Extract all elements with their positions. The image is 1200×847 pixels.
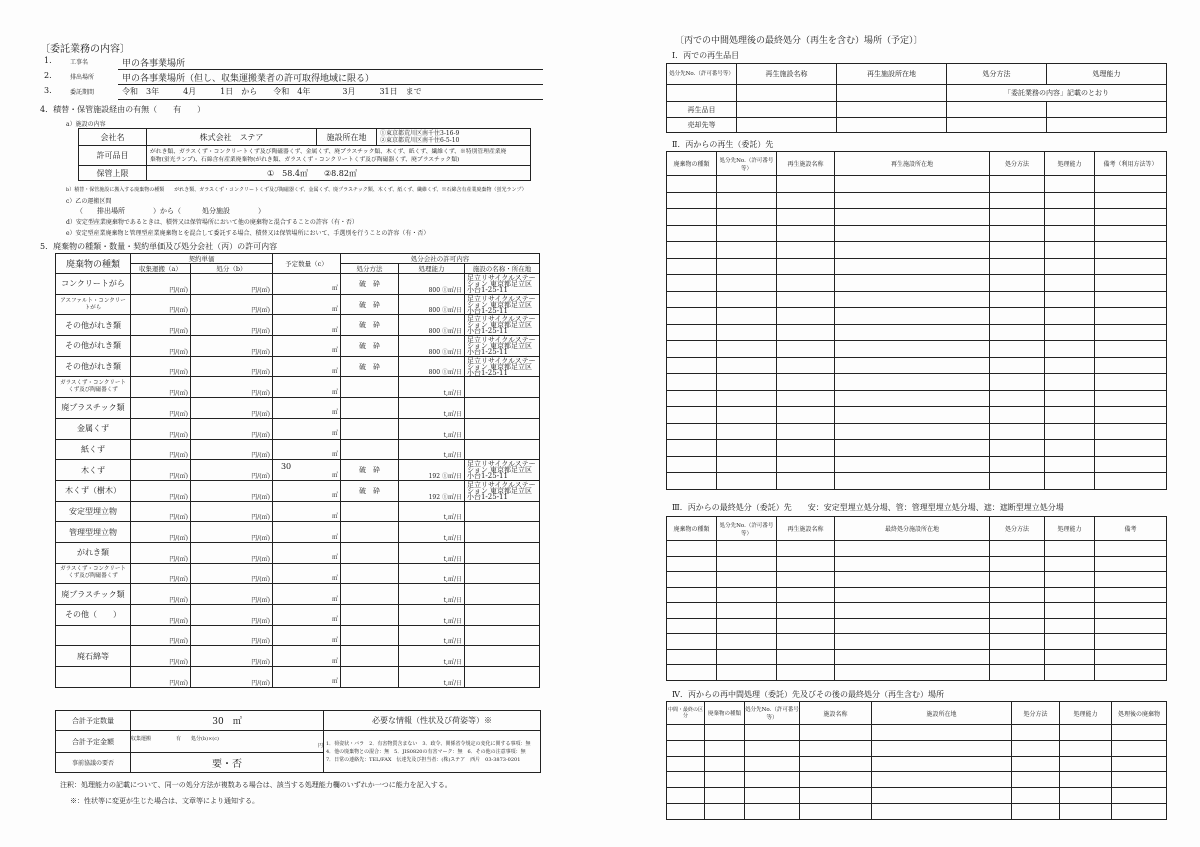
cap-cell: t,㎥/日 xyxy=(398,667,464,688)
col-permit: 処分会社の許可内容 xyxy=(340,254,539,264)
item4d: d）安定型産業廃棄物であるときは、積替又は保管場所において他の廃棄物と混合することの許容（有・否） xyxy=(66,219,358,226)
item4c-route: （ 排出場所 ）から（ 処分施設 ） xyxy=(76,207,265,215)
row-num: 3. xyxy=(44,86,52,95)
facility-cell: 足立リサイクルステーション 東京都足立区小台1-25-11 xyxy=(464,274,539,295)
row-underline xyxy=(118,84,543,85)
facility-cell xyxy=(464,439,539,460)
waste-row xyxy=(56,480,540,501)
name-cell: 安定型埋立物 xyxy=(56,501,131,522)
row-value: 甲の各事業場所（但し、収集運搬業者の許可取得地域に限る） xyxy=(122,74,375,84)
waste-row xyxy=(56,294,540,315)
s4-h1: 廃棄物の種類 xyxy=(705,702,745,725)
empty-row xyxy=(667,291,1167,308)
yen1-cell: 円/(㎥) xyxy=(131,460,191,481)
name-cell: 廃石綿等 xyxy=(56,646,131,667)
col-facility: 施設の名称・所在地 xyxy=(464,264,539,274)
s4-h6: 処理能力 xyxy=(1060,702,1112,725)
empty-row xyxy=(667,423,1167,440)
facility-table xyxy=(78,128,531,181)
yen1-cell: 円/(㎥) xyxy=(131,522,191,543)
method-cell xyxy=(340,398,398,419)
name-cell: 廃プラスチック類 xyxy=(56,584,131,605)
method-cell xyxy=(340,542,398,563)
s2-table xyxy=(666,151,1167,490)
yen1-cell: 円/(㎥) xyxy=(131,418,191,439)
s3-table xyxy=(666,516,1167,681)
qty-cell: ㎥ xyxy=(272,625,340,646)
row-label: 排出場所 xyxy=(70,74,95,81)
method-cell xyxy=(340,646,398,667)
qty-cell: ㎥ xyxy=(272,522,340,543)
waste-row xyxy=(56,542,540,563)
name-cell: 木くず（樹木） xyxy=(56,480,131,501)
yen1-cell: 円/(㎥) xyxy=(131,356,191,377)
waste-row xyxy=(56,584,540,605)
empty-row xyxy=(667,275,1167,292)
method-cell xyxy=(340,377,398,398)
yen2-cell: 円/(㎥) xyxy=(191,356,273,377)
permit-label: 許可品目 xyxy=(79,146,147,166)
footnote-1: 注釈：処理能力の記載について、同一の処分方法が複数ある場合は、該当する処理能力欄のいずれか一つに能力を記入する。 xyxy=(60,781,452,789)
yen2-cell: 円/(㎥) xyxy=(191,439,273,460)
prior-label: 事前協議の要否 xyxy=(56,753,131,773)
facility-cell xyxy=(464,667,539,688)
facility-cell: 足立リサイクルステーション 東京都足立区小台1-25-11 xyxy=(464,294,539,315)
right-page xyxy=(600,0,1200,847)
storage-label: 保管上限 xyxy=(79,166,147,181)
empty-row xyxy=(667,242,1167,259)
yen1-cell: 円/(㎥) xyxy=(131,563,191,584)
empty-row xyxy=(667,473,1167,490)
waste-row xyxy=(56,605,540,626)
name-cell: 廃プラスチック類 xyxy=(56,398,131,419)
col-unit-price: 契約単価 xyxy=(131,254,273,264)
empty-row xyxy=(667,225,1167,242)
s3-title: Ⅲ．丙からの最終処分（委託）先 安：安定型埋立処分場、管：管理型埋立処分場、遮：遮断型埋立処分場 xyxy=(672,503,1064,512)
total-amount-label: 合計予定金額 xyxy=(56,731,131,753)
cap-cell: t,㎥/日 xyxy=(398,398,464,419)
s3-h2: 再生施設名称 xyxy=(777,517,835,541)
empty-row xyxy=(667,308,1167,325)
s4-table xyxy=(666,701,1167,820)
s1-h0: 処分先No.（許可番号等） xyxy=(667,64,737,85)
yen1-cell: 円/(㎥) xyxy=(131,667,191,688)
empty-row xyxy=(667,618,1167,634)
cap-cell: t,㎥/日 xyxy=(398,418,464,439)
s4-title: Ⅳ．丙からの再中間処理（委託）先及びその後の最終処分（再生含む）場所 xyxy=(672,690,944,699)
facility-cell xyxy=(464,377,539,398)
yen2-cell: 円/(㎥) xyxy=(191,522,273,543)
name-cell: コンクリートがら xyxy=(56,274,131,295)
waste-row xyxy=(56,522,540,543)
qty-cell: ㎥ xyxy=(272,646,340,667)
method-cell: 破 砕 xyxy=(340,274,398,295)
qty-cell: ㎥ xyxy=(272,584,340,605)
yen2-cell: 円/(㎥) xyxy=(191,418,273,439)
yen1-cell: 円/(㎥) xyxy=(131,542,191,563)
name-cell: 木くず xyxy=(56,460,131,481)
needed-info: 必要な情報（性状及び荷姿等）※ xyxy=(324,711,541,731)
s4-h7: 処理後の廃棄物 xyxy=(1112,702,1167,725)
s1-row-label-0: 再生品目 xyxy=(667,102,737,118)
qty-cell: ㎥ xyxy=(272,294,340,315)
right-title: 〔丙での中間処理後の最終処分（再生を含む）場所（予定）〕 xyxy=(675,36,923,46)
method-cell xyxy=(340,563,398,584)
qty-cell: ㎥ xyxy=(272,542,340,563)
yen1-cell: 円/(㎥) xyxy=(131,439,191,460)
name-cell xyxy=(56,625,131,646)
name-cell: その他（ ） xyxy=(56,605,131,626)
empty-row xyxy=(667,740,1167,756)
empty-row xyxy=(667,649,1167,665)
yen2-cell: 円/(㎥) xyxy=(191,294,273,315)
facility-cell xyxy=(464,522,539,543)
storage-value: ① 58.4㎥ ②8.82㎥ xyxy=(147,166,531,181)
empty-row xyxy=(667,756,1167,772)
item4-title: 4．積替・保管施設経由の有無（ 有 ） xyxy=(40,105,206,114)
yen2-cell: 円/(㎥) xyxy=(191,501,273,522)
name-cell: ガラスくず・コンクリートくず及び陶磁器くず xyxy=(56,377,131,398)
cap-cell: 800 ①㎥/日 xyxy=(398,336,464,357)
name-cell xyxy=(56,667,131,688)
yen1-cell: 円/(㎥) xyxy=(131,315,191,336)
yen1-cell: 円/(㎥) xyxy=(131,336,191,357)
qty-cell: ㎥ xyxy=(272,605,340,626)
method-cell xyxy=(340,625,398,646)
facility-cell: 足立リサイクルステーション 東京都足立区小台1-25-11 xyxy=(464,356,539,377)
yen2-cell: 円/(㎥) xyxy=(191,667,273,688)
s2-h1: 処分先No.（許可番号等） xyxy=(717,152,777,176)
waste-row xyxy=(56,625,540,646)
total-qty-label: 合計予定数量 xyxy=(56,711,131,731)
s4-h3: 施設名称 xyxy=(800,702,872,725)
yen1-cell: 円/(㎥) xyxy=(131,646,191,667)
empty-row xyxy=(667,374,1167,391)
qty-cell: ㎥ xyxy=(272,377,340,398)
facility-cell xyxy=(464,605,539,626)
s1-table xyxy=(666,63,1167,133)
empty-row xyxy=(667,209,1167,226)
s4-h0: 中間・最終の区分 xyxy=(667,702,705,725)
row-value: 甲の各事業場所 xyxy=(122,59,186,69)
cap-cell: 192 ①㎥/日 xyxy=(398,460,464,481)
yen2-cell: 円/(㎥) xyxy=(191,377,273,398)
yen1-cell: 円/(㎥) xyxy=(131,501,191,522)
cap-cell: t,㎥/日 xyxy=(398,605,464,626)
qty-cell: 30 ㎥ xyxy=(272,460,340,481)
s1-h3: 処分方法 xyxy=(947,64,1047,85)
yen2-cell: 円/(㎥) xyxy=(191,646,273,667)
waste-row xyxy=(56,315,540,336)
name-cell: その他がれき類 xyxy=(56,315,131,336)
empty-row xyxy=(667,456,1167,473)
empty-row xyxy=(667,772,1167,788)
yen2-cell: 円/(㎥) xyxy=(191,315,273,336)
empty-row xyxy=(667,324,1167,341)
cap-cell: t,㎥/日 xyxy=(398,501,464,522)
cap-cell: t,㎥/日 xyxy=(398,542,464,563)
total-amount-cell: 収集運搬 有 処分(b)×(c) 円 xyxy=(131,731,324,753)
col-waste-type: 廃棄物の種類 xyxy=(56,254,131,274)
s1-h4: 処理能力 xyxy=(1047,64,1167,85)
s3-h4: 処分方法 xyxy=(990,517,1045,541)
col-disposal: 処分（b） xyxy=(191,264,273,274)
totals-table xyxy=(55,710,541,773)
row-underline xyxy=(118,69,543,70)
name-cell: アスファルト・コンクリートがら xyxy=(56,294,131,315)
prior-value: 要・否 xyxy=(131,753,324,773)
empty-row xyxy=(667,665,1167,681)
waste-row xyxy=(56,501,540,522)
row-underline xyxy=(118,99,543,100)
cap-cell: 800 ①㎥/日 xyxy=(398,274,464,295)
empty-row xyxy=(667,341,1167,358)
row-num: 1. xyxy=(44,56,52,65)
qty-cell: ㎥ xyxy=(272,274,340,295)
s1-note: 「委託業務の内容」記載のとおり xyxy=(947,85,1167,102)
facility-cell xyxy=(464,542,539,563)
yen2-cell: 円/(㎥) xyxy=(191,274,273,295)
empty-row xyxy=(667,176,1167,193)
row-label: 工事名 xyxy=(70,59,89,66)
footnote-2: ※：性状等に変更が生じた場合は、文章等により通知する。 xyxy=(70,797,259,805)
item4e: e）安定型産業廃棄物と管理型産業廃棄物とを混合して委託する場合、積替又は保管場所において、手選別を行うことの許容（有・否） xyxy=(66,230,430,237)
method-cell xyxy=(340,439,398,460)
cap-cell: t,㎥/日 xyxy=(398,377,464,398)
yen2-cell: 円/(㎥) xyxy=(191,336,273,357)
waste-row xyxy=(56,439,540,460)
s2-h5: 処理能力 xyxy=(1045,152,1095,176)
cap-cell: t,㎥/日 xyxy=(398,584,464,605)
s1-h2: 再生施設所在地 xyxy=(837,64,947,85)
s3-h0: 廃棄物の種類 xyxy=(667,517,717,541)
cap-cell: 800 ①㎥/日 xyxy=(398,356,464,377)
empty-row xyxy=(667,556,1167,572)
yen2-cell: 円/(㎥) xyxy=(191,398,273,419)
facility-cell xyxy=(464,501,539,522)
qty-cell: ㎥ xyxy=(272,336,340,357)
facility-cell xyxy=(464,418,539,439)
s1-h1: 再生施設名称 xyxy=(737,64,837,85)
qty-cell: ㎥ xyxy=(272,356,340,377)
qty-cell: ㎥ xyxy=(272,315,340,336)
name-cell: ガラスくず・コンクリートくず及び陶磁器くず xyxy=(56,563,131,584)
s2-h4: 処分方法 xyxy=(990,152,1045,176)
row-num: 2. xyxy=(44,71,52,80)
qty-cell: ㎥ xyxy=(272,418,340,439)
waste-row xyxy=(56,418,540,439)
name-cell: がれき類 xyxy=(56,542,131,563)
empty-row xyxy=(667,788,1167,804)
yen1-cell: 円/(㎥) xyxy=(131,480,191,501)
total-qty-value: 30 ㎥ xyxy=(131,711,324,731)
yen1-cell: 円/(㎥) xyxy=(131,605,191,626)
qty-cell: ㎥ xyxy=(272,480,340,501)
empty-row xyxy=(667,440,1167,457)
method-cell: 破 砕 xyxy=(340,294,398,315)
method-cell xyxy=(340,501,398,522)
section-title: 〔委託業務の内容〕 xyxy=(40,44,130,55)
method-cell xyxy=(340,418,398,439)
waste-row xyxy=(56,356,540,377)
s2-h3: 再生施設所在地 xyxy=(835,152,990,176)
empty-row xyxy=(667,390,1167,407)
yen2-cell: 円/(㎥) xyxy=(191,605,273,626)
method-cell: 破 砕 xyxy=(340,460,398,481)
facility-cell xyxy=(464,563,539,584)
col-planned: 予定数量（c） xyxy=(272,254,340,274)
cap-cell: t,㎥/日 xyxy=(398,646,464,667)
waste-row xyxy=(56,274,540,295)
notes-cell: 1．荷姿状・バラ 2．有害物質含まない 3．政令、関係省令規定の変化に関する事項：無 4．他の廃棄物との混合：無 5．JIS0820の有害マーク：無 6．その他の注意事項：無 7．日常の連絡先：TEL/FAX 伝達先及び担当者：(株)ステア 西片 03-3873-0201 xyxy=(324,731,541,773)
s3-h3: 最終処分施設所在地 xyxy=(835,517,990,541)
yen2-cell: 円/(㎥) xyxy=(191,584,273,605)
row-value: 令和 3年 4月 1日 から 令和 4年 3月 31日 まで xyxy=(122,87,422,96)
yen1-cell: 円/(㎥) xyxy=(131,274,191,295)
cap-cell: 800 ①㎥/日 xyxy=(398,294,464,315)
yen1-cell: 円/(㎥) xyxy=(131,625,191,646)
empty-row xyxy=(667,725,1167,741)
company-value: 株式会社 ステア xyxy=(147,129,317,146)
waste-row xyxy=(56,336,540,357)
facility-cell xyxy=(464,398,539,419)
col-capacity: 処理能力 xyxy=(398,264,464,274)
empty-row xyxy=(667,541,1167,557)
yen1-cell: 円/(㎥) xyxy=(131,398,191,419)
empty-row xyxy=(667,258,1167,275)
name-cell: その他がれき類 xyxy=(56,336,131,357)
waste-row xyxy=(56,667,540,688)
waste-table xyxy=(55,253,540,688)
empty-row xyxy=(667,407,1167,424)
qty-cell: ㎥ xyxy=(272,563,340,584)
empty-row xyxy=(667,634,1167,650)
waste-row xyxy=(56,398,540,419)
empty-row xyxy=(667,587,1167,603)
cap-cell: t,㎥/日 xyxy=(398,522,464,543)
facility-cell: 足立リサイクルステーション 東京都足立区小台1-25-11 xyxy=(464,315,539,336)
yen2-cell: 円/(㎥) xyxy=(191,563,273,584)
qty-cell: ㎥ xyxy=(272,667,340,688)
yen2-cell: 円/(㎥) xyxy=(191,542,273,563)
yen1-cell: 円/(㎥) xyxy=(131,584,191,605)
qty-cell: ㎥ xyxy=(272,398,340,419)
col-collection: 収集運搬（a） xyxy=(131,264,191,274)
method-cell: 破 砕 xyxy=(340,356,398,377)
empty-row xyxy=(667,603,1167,619)
facility-cell xyxy=(464,646,539,667)
empty-row xyxy=(667,357,1167,374)
s3-h6: 備考 xyxy=(1095,517,1167,541)
s4-h2: 処分先No.（許可番号等） xyxy=(745,702,800,725)
item4b: b）積替・保管施設に搬入する廃棄物の種類 がれき類、ガラスくず・コンクリートくず及び陶磁器くず、金属くず、廃プラスチック類、木くず、紙くず、繊維くず、※石綿含有産業廃棄物（蛍光ランプ） xyxy=(66,187,527,193)
name-cell: 金属くず xyxy=(56,418,131,439)
permit-value: がれき類、ガラスくず・コンクリートくず及び陶磁器くず、金属くず、廃プラスチック類、木くず、紙くず、繊維くず、※特別管理産業廃 棄物(蛍光ランプ)、石綿含有産業廃棄物(がれき類、ガラスくず・コンクリートくず及び陶磁器くず、廃プラスチック類) xyxy=(147,146,531,166)
cap-cell: 192 ①㎥/日 xyxy=(398,480,464,501)
name-cell: 管理型埋立物 xyxy=(56,522,131,543)
item4a: a）施設の内容 xyxy=(66,121,106,128)
yen1-cell: 円/(㎥) xyxy=(131,377,191,398)
location-label: 施設所在地 xyxy=(317,129,377,146)
empty-row xyxy=(667,192,1167,209)
facility-cell: 足立リサイクルステーション 東京都足立区小台1-25-11 xyxy=(464,460,539,481)
waste-row xyxy=(56,646,540,667)
s4-h4: 施設所在地 xyxy=(872,702,1012,725)
col-method: 処分方法 xyxy=(340,264,398,274)
s2-h6: 備考（利用方法等） xyxy=(1095,152,1167,176)
method-cell xyxy=(340,605,398,626)
facility-cell: 足立リサイクルステーション 東京都足立区小台1-25-11 xyxy=(464,336,539,357)
cap-cell: t,㎥/日 xyxy=(398,625,464,646)
facility-cell xyxy=(464,584,539,605)
company-label: 会社名 xyxy=(79,129,147,146)
method-cell xyxy=(340,522,398,543)
qty-cell: ㎥ xyxy=(272,501,340,522)
method-cell xyxy=(340,667,398,688)
waste-row xyxy=(56,460,540,481)
cap-cell: t,㎥/日 xyxy=(398,563,464,584)
yen1-cell: 円/(㎥) xyxy=(131,294,191,315)
item4c: c）乙の運搬区間 xyxy=(66,198,112,205)
empty-row xyxy=(667,572,1167,588)
s3-h1: 処分先No.（許可番号等） xyxy=(717,517,777,541)
yen2-cell: 円/(㎥) xyxy=(191,460,273,481)
yen2-cell: 円/(㎥) xyxy=(191,625,273,646)
cap-cell: t,㎥/日 xyxy=(398,439,464,460)
name-cell: その他がれき類 xyxy=(56,356,131,377)
empty-row xyxy=(667,803,1167,819)
s2-title: Ⅱ．丙からの再生（委託）先 xyxy=(672,140,774,149)
row-label: 委託期間 xyxy=(70,89,95,96)
qty-cell: ㎥ xyxy=(272,439,340,460)
method-cell: 破 砕 xyxy=(340,480,398,501)
method-cell: 破 砕 xyxy=(340,315,398,336)
waste-row xyxy=(56,377,540,398)
s2-h0: 廃棄物の種類 xyxy=(667,152,717,176)
waste-row xyxy=(56,563,540,584)
location-values: ①東京都荒川区南千住3-16-9 ②東京都荒川区南千住6-5-10 xyxy=(377,129,531,146)
s1-title: Ⅰ．丙での再生品目 xyxy=(672,51,740,60)
s3-h5: 処理能力 xyxy=(1045,517,1095,541)
s2-h2: 再生施設名称 xyxy=(777,152,835,176)
s1-row-label-1: 売却先等 xyxy=(667,118,737,133)
method-cell xyxy=(340,584,398,605)
name-cell: 紙くず xyxy=(56,439,131,460)
yen2-cell: 円/(㎥) xyxy=(191,480,273,501)
method-cell: 破 砕 xyxy=(340,336,398,357)
facility-cell: 足立リサイクルステーション 東京都足立区小台1-25-11 xyxy=(464,480,539,501)
s4-h5: 処分方法 xyxy=(1012,702,1060,725)
item5-title: 5．廃棄物の種類・数量・契約単価及び処分会社（丙）の許可内容 xyxy=(40,242,278,251)
facility-cell xyxy=(464,625,539,646)
cap-cell: 800 ①㎥/日 xyxy=(398,315,464,336)
